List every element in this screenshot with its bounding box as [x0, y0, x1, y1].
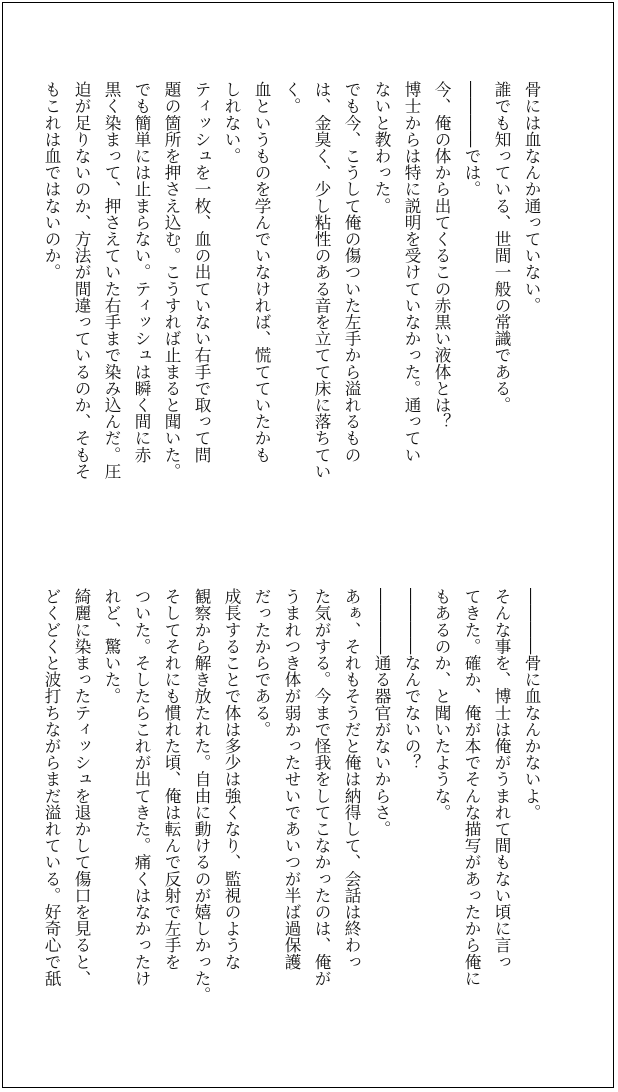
text-line: 骨には血なんか通っていない。	[522, 81, 541, 314]
text-line: 黒く染まって、押さえていた右手まで染み込んだ。圧	[102, 81, 121, 480]
text-line: もこれは血ではないのか。	[42, 81, 61, 281]
text-line: た気がする。今まで怪我をしてこなかったのは、俺が	[312, 588, 331, 987]
text-line: ――――通る器官がないからさ。	[372, 588, 391, 837]
text-line: 誰でも知っている、世間一般の常識である。	[492, 81, 511, 413]
page	[2, 2, 614, 1088]
text-line: 迫が足りないのか、方法が間違っているのか、そもそ	[72, 81, 91, 480]
text-line: あぁ、それもそうだと俺は納得して、会話は終わっ	[342, 588, 361, 970]
text-line: ついた。そしたらこれが出てきた。痛くはなかったけ	[132, 588, 151, 987]
text-block-top	[42, 81, 546, 545]
text-line: ――――では。	[462, 81, 481, 198]
text-line: 今、俺の体から出てくるこの赤黒い液体とは？	[432, 81, 451, 430]
text-line: ティッシュを一枚、血の出ていない右手で取って問	[192, 81, 211, 463]
text-line: 血というものを学んでいなければ、慌てていたかも	[252, 81, 271, 463]
text-block-bottom	[42, 588, 546, 1058]
text-line: ないと教わった。	[372, 81, 391, 214]
text-line: れど、驚いた。	[102, 588, 121, 705]
text-line: そんな事を、博士は俺がうまれて間もない頃に言っ	[492, 588, 511, 970]
text-line: どくどくと波打ちながらまだ溢れている。好奇心で舐	[42, 588, 61, 987]
text-line: 題の箇所を押さえ込む。こうすれば止まると聞いた。	[162, 81, 181, 480]
text-line: ――――骨に血なんかないよ。	[522, 588, 541, 821]
text-line: でも今、こうして俺の傷ついた左手から溢れるもの	[342, 81, 361, 463]
text-line: うまれつき体が弱かったせいであいつが半ば過保護	[282, 588, 301, 970]
text-line: そしてそれにも慣れた頃、俺は転んで反射で左手を	[162, 588, 181, 970]
text-line: もあるのか、と聞いたような。	[432, 588, 451, 821]
text-line: しれない。	[222, 81, 241, 164]
text-line: ――――なんでないの？	[402, 588, 421, 771]
text-line: てきた。確か、俺が本でそんな描写があったから俺に	[462, 588, 481, 987]
text-line: でも簡単には止まらない。ティッシュは瞬く間に赤	[132, 81, 151, 463]
text-line: 成長することで体は多少は強くなり、監視のような	[222, 588, 241, 970]
text-line: は、金臭く、少し粘性のある音を立てて床に落ちてい	[312, 81, 331, 480]
text-line: 観察から解き放たれた。自由に動けるのが嬉しかった。	[192, 588, 211, 1003]
text-line: く。	[282, 81, 301, 115]
text-line: だったからである。	[252, 588, 271, 738]
text-line: 博士からは特に説明を受けていなかった。通ってい	[402, 81, 421, 463]
text-line: 綺麗に染まったティッシュを退かして傷口を見ると、	[72, 588, 91, 987]
